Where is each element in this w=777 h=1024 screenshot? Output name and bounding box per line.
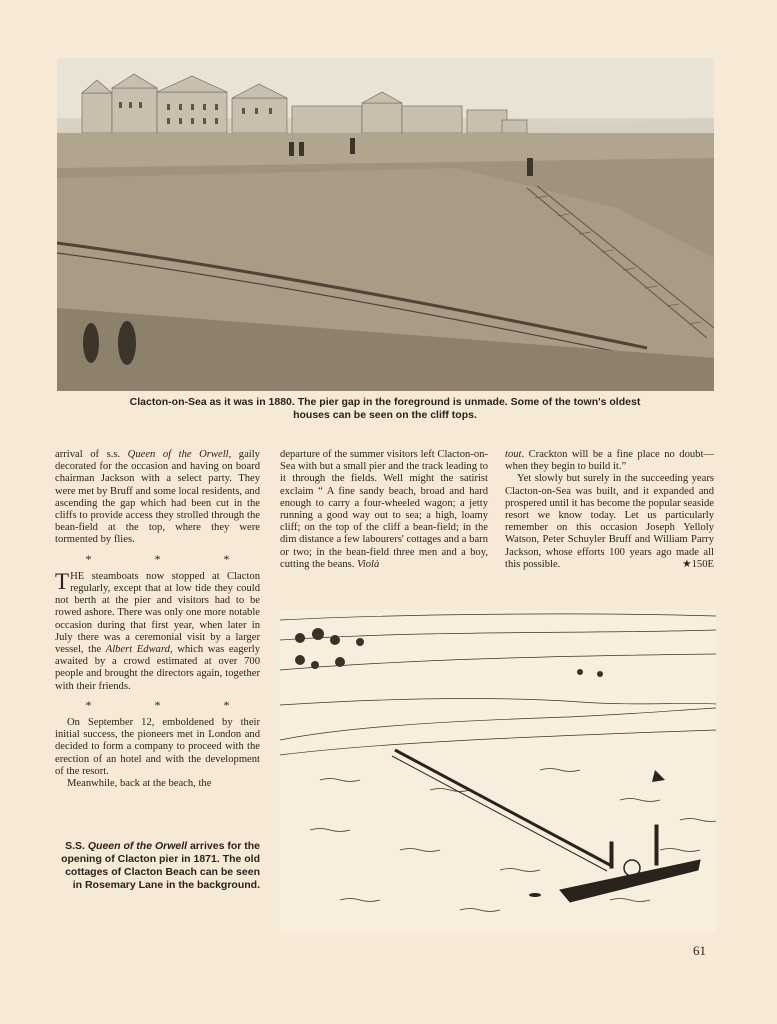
section-divider-stars: * * * [85, 697, 260, 712]
paragraph-september: On September 12, emboldened by their initial success, the pioneers met in London and decided to form a company to proceed with the erection of an hotel and with the development of the resort. [55, 717, 260, 777]
article-column-3 [505, 449, 714, 571]
article-column-2 [280, 449, 488, 571]
paragraph-meanwhile: Meanwhile, back at the beach, the [67, 778, 212, 790]
paragraph-arrival: arrival of s.s. Queen of the Orwell, gaily decorated for the occasion and having on board chairman Jackson with a select party. They were met by Bruff and some local residents, and ascending the gap which had been cut in the cliffs to provide access they strolled through the bean-field at the top, where they were tormented by flies. [55, 449, 260, 546]
pier-1871-illustration [280, 610, 716, 932]
article-column-1 [55, 449, 260, 790]
top-photo-caption: Clacton-on-Sea as it was in 1880. The pier gap in the foreground is unmade. Some of the town's oldest houses can be seen on the cliff tops. [129, 396, 641, 421]
paragraph-departure: departure of the summer visitors left Clacton-on-Sea with but a small pier and the track leading to it through the fields. Well might the satirist exclaim “ A fine sandy beach, broad and hard enough to carry a four-wheeled wagon; a jetty running a good way out to sea; a high, loamy cliff; on the top of the cliff a bean-field; in the dim distance a few labourers' cottages and a barn or two; in the bean-field three men and a boy, cutting the beans. Violà [280, 449, 488, 570]
clacton-1880-photo [57, 58, 714, 391]
signoff-mark: ★150E [682, 558, 714, 570]
page-number: 61 [693, 943, 706, 958]
section-divider-stars: * * * [85, 551, 260, 566]
drop-cap: T [55, 568, 70, 594]
paragraph-steamboats: THE steamboats now stopped at Clacton regularly, except that at low tide they could not berth at the pier and visitors had to be rowed ashore. There was only one more notable occasion during that first year, when later in July there was a ceremonial visit by a larger vessel, the Albert Edward, which was eagerly awaited by a crowd estimated at over 700 people and brought the directors again, together with their friends. [55, 568, 260, 692]
paragraph-crackton: tout. Crackton will be a fine place no doubt—when they begin to build it.” [505, 449, 714, 473]
pier-illustration-caption: S.S. Queen of the Orwell arrives for the opening of Clacton pier in 1871. The old cottages of Clacton Beach can be seen in Rosemary Lane in the background. [61, 840, 260, 891]
paragraph-conclusion: Yet slowly but surely in the succeeding years Clacton-on-Sea was built, and it expanded and prospered until it has become the popular seaside resort we know today. Let us particularly remember on this occasion Joseph Yelloly Watson, Peter Schuyler Bruff and William Parry Jackson, whose efforts 100 years ago made all this possible. ★150E [505, 473, 714, 570]
